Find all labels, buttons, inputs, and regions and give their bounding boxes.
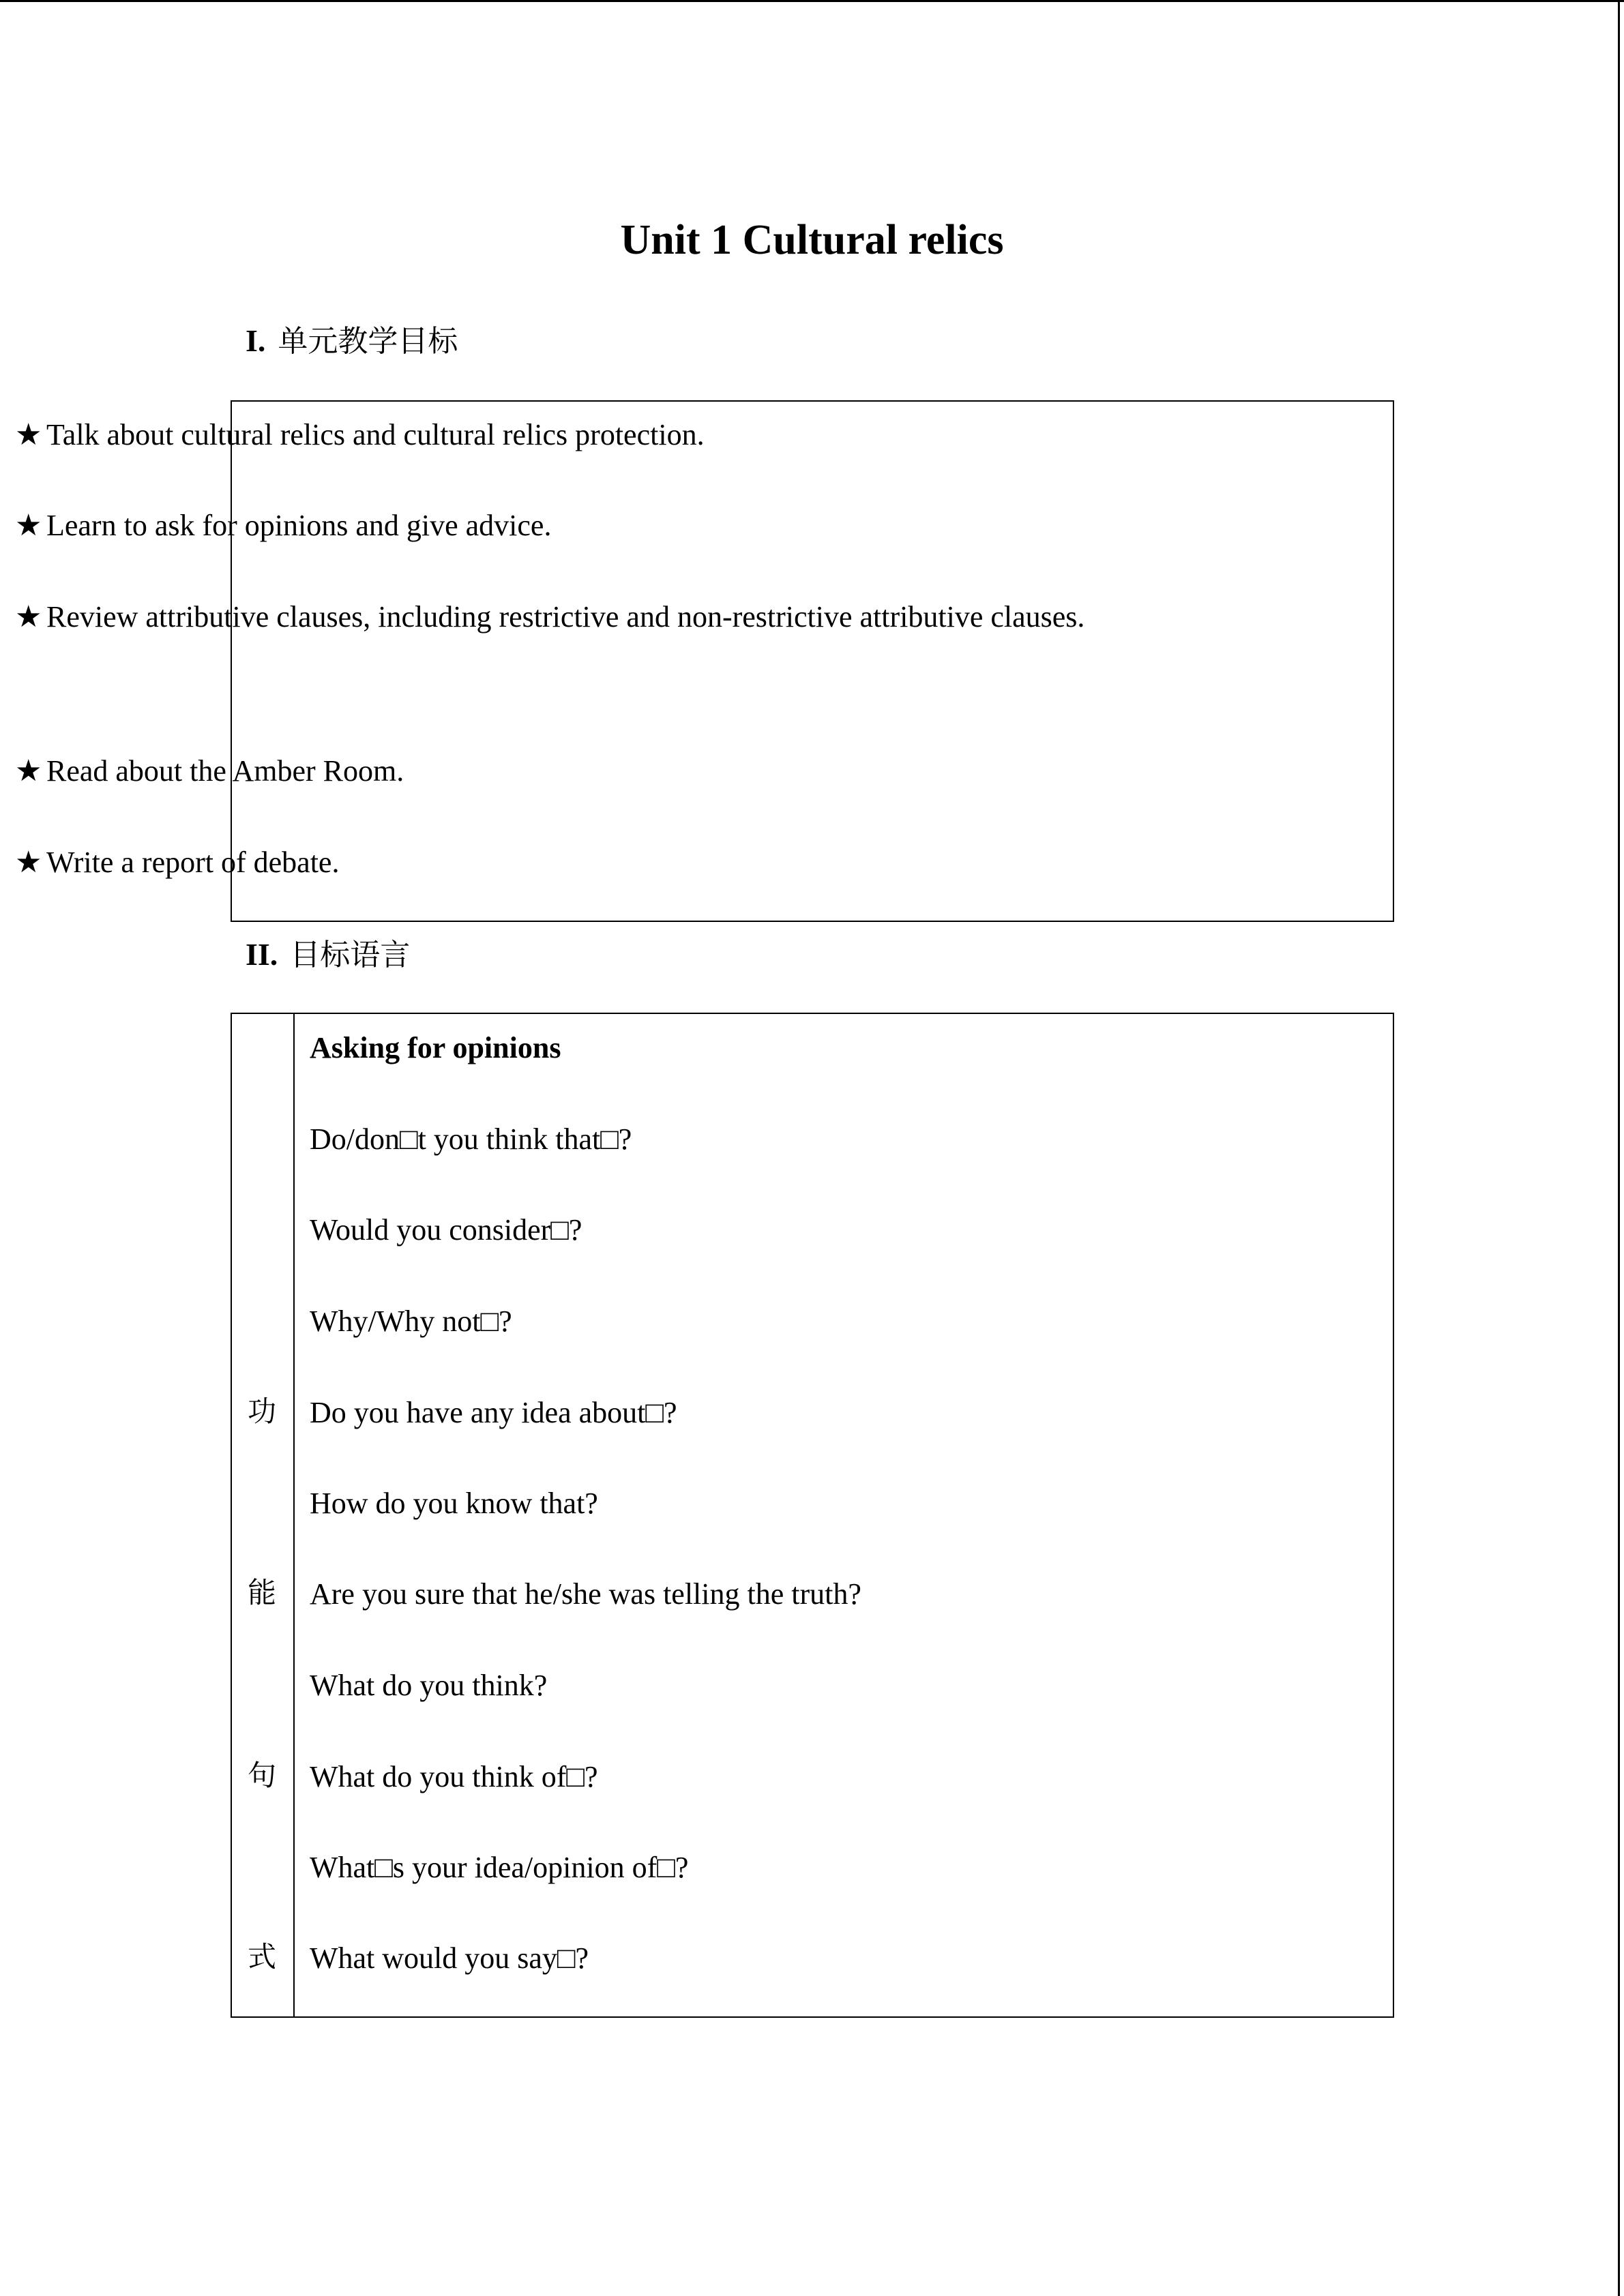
section-heading-target-language — [246, 933, 410, 977]
section-heading-objectives — [246, 319, 458, 363]
objective-text: Talk about cultural relics and cultural relics protection. — [46, 418, 705, 451]
side-label-char: 能 — [247, 1576, 276, 1609]
sentence-pattern: How do you know that? — [310, 1487, 598, 1520]
document-title: Unit 1 Cultural relics — [620, 217, 1004, 263]
section-title: 目标语言 — [290, 938, 411, 972]
star-icon: ★ — [15, 845, 42, 880]
objective-text: Read about the Amber Room. — [46, 754, 404, 788]
sentence-pattern: Do you have any idea about□? — [310, 1396, 677, 1429]
sentence-pattern: Why/Why not□? — [310, 1304, 512, 1338]
star-icon: ★ — [15, 754, 42, 788]
star-icon: ★ — [15, 417, 42, 452]
objective-item — [15, 841, 1610, 884]
side-label-char: 句 — [247, 1759, 276, 1792]
table-column-divider — [293, 1013, 295, 2018]
objective-item — [15, 749, 1610, 793]
sentence-pattern: Do/don□t you think that□? — [310, 1122, 632, 1156]
star-icon: ★ — [15, 599, 42, 634]
side-label-char: 功 — [247, 1395, 276, 1428]
section-number: I. — [246, 323, 266, 358]
page-top-border — [0, 0, 1624, 2]
section-number: II. — [246, 937, 278, 972]
sentence-pattern: Are you sure that he/she was telling the truth? — [310, 1577, 861, 1611]
page-right-border — [1618, 0, 1620, 2296]
objective-item — [15, 504, 1610, 548]
sentence-pattern: Would you consider□? — [310, 1213, 582, 1247]
objective-item — [15, 585, 1610, 649]
objective-text: Learn to ask for opinions and give advice. — [46, 509, 552, 542]
star-icon: ★ — [15, 508, 42, 543]
objective-text: Write a report of debate. — [46, 846, 340, 879]
sentence-pattern: What would you say□? — [310, 1941, 589, 1975]
objective-item — [15, 413, 1610, 457]
section-title: 单元教学目标 — [278, 324, 458, 359]
subheading-asking-for-opinions: Asking for opinions — [310, 1031, 561, 1064]
sentence-pattern: What do you think of□? — [310, 1760, 598, 1793]
side-label-char: 式 — [247, 1940, 276, 1973]
sentence-pattern: What□s your idea/opinion of□? — [310, 1851, 689, 1884]
objective-text: Review attributive clauses, including restrictive and non-restrictive attributive clauses. — [46, 600, 1085, 633]
sentence-pattern: What do you think? — [310, 1669, 548, 1702]
